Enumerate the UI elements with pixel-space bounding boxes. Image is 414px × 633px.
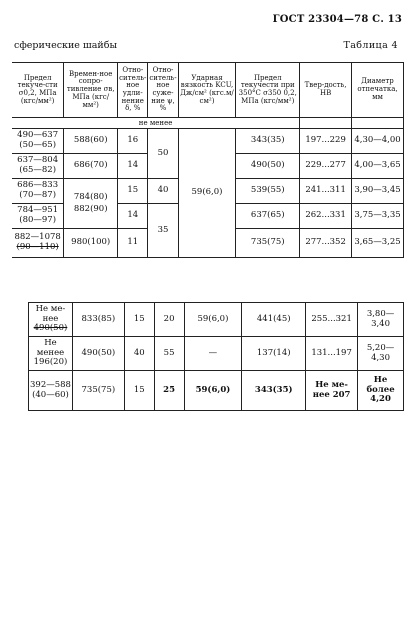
- header-diameter: Диаметр отпечатка, мм: [352, 63, 404, 118]
- header-yield-350: Предел текучести при 350°С σ350 0,2, МПа (кгс/мм²): [236, 63, 300, 118]
- header-tensile-strength: Времен-ное сопро-тивление σв, МПа (кгс/мм²): [64, 63, 118, 118]
- elongation-cell: 40: [124, 337, 154, 371]
- strength-cell: 686(70): [64, 154, 118, 179]
- yield-cell: 490—637 (50—65): [12, 129, 64, 154]
- strength-cell: 833(85): [72, 303, 124, 337]
- table-row: [12, 129, 404, 154]
- strength-cell: 784(80) 882(90): [64, 179, 118, 229]
- table-row: [29, 337, 404, 371]
- impact-cell: —: [184, 337, 242, 371]
- hardness-cell: 131...197: [306, 337, 358, 371]
- hardness-cell: 229...277: [300, 154, 352, 179]
- impact-cell: 59(6,0): [178, 129, 236, 258]
- yield350-cell: 490(50): [236, 154, 300, 179]
- elongation-cell: 14: [118, 154, 148, 179]
- table-number: Таблица 4: [343, 40, 398, 51]
- elongation-cell: 15: [124, 303, 154, 337]
- elongation-cell: 15: [124, 371, 154, 411]
- yield-cell: 784—951 (80—97): [12, 204, 64, 229]
- strength-cell: 490(50): [72, 337, 124, 371]
- contraction-cell: 55: [154, 337, 184, 371]
- hardness-cell: 197...229: [300, 129, 352, 154]
- hardness-cell: 255...321: [306, 303, 358, 337]
- impact-cell: 59(6,0): [184, 303, 242, 337]
- yield350-cell: 343(35): [236, 129, 300, 154]
- contraction-cell: 40: [148, 179, 178, 204]
- header-impact: Ударная вязкость KCU, Дж/см² (кгс.м/см²): [178, 63, 236, 118]
- contraction-cell: 20: [154, 303, 184, 337]
- header-contraction: Отно-ситель-ное суже-ние ψ, %: [148, 63, 178, 118]
- yield-cell: 392—588 (40—60): [29, 371, 73, 411]
- yield350-cell: 441(45): [242, 303, 306, 337]
- yield-cell: 637—804 (65—82): [12, 154, 64, 179]
- no-less-row: [12, 118, 404, 129]
- diameter-cell: Не более 4,20: [358, 371, 404, 411]
- yield-cell: Не менее 196(20): [29, 337, 73, 371]
- header-hardness: Твер-дость, НВ: [300, 63, 352, 118]
- diameter-cell: 3,90—3,45: [352, 179, 404, 204]
- yield-cell: Не ме- нее 490(50): [29, 303, 73, 337]
- header-elongation: Отно-ситель-ное удли-нение δ, %: [118, 63, 148, 118]
- hardness-cell: 262...331: [300, 204, 352, 229]
- diameter-cell: 5,20—4,30: [358, 337, 404, 371]
- diameter-cell: 3,80—3,40: [358, 303, 404, 337]
- yield350-cell: 539(55): [236, 179, 300, 204]
- elongation-cell: 14: [118, 204, 148, 229]
- table-row: [29, 371, 404, 411]
- strength-cell: 980(100): [64, 229, 118, 258]
- yield350-cell: 343(35): [242, 371, 306, 411]
- header-yield: Предел текуче-сти σ0,2, МПа (кгс/мм²): [12, 63, 64, 118]
- no-less-label: не менее: [12, 118, 300, 129]
- yield350-cell: 637(65): [236, 204, 300, 229]
- elongation-cell: 15: [118, 179, 148, 204]
- yield-cell: 686—833 (70—87): [12, 179, 64, 204]
- yield350-cell: 137(14): [242, 337, 306, 371]
- properties-table-lower: [28, 302, 404, 411]
- hardness-cell: Не ме- нее 207: [306, 371, 358, 411]
- header-row: [12, 63, 404, 118]
- elongation-cell: 11: [118, 229, 148, 258]
- diameter-cell: 4,30—4,00: [352, 129, 404, 154]
- contraction-cell: 50: [148, 129, 178, 179]
- yield-cell: 882—1078 (90—110): [12, 229, 64, 258]
- table-row: [29, 303, 404, 337]
- diameter-cell: 3,65—3,25: [352, 229, 404, 258]
- diameter-cell: 3,75—3,35: [352, 204, 404, 229]
- hardness-cell: 241...311: [300, 179, 352, 204]
- contraction-cell: 25: [154, 371, 184, 411]
- hardness-cell: 277...352: [300, 229, 352, 258]
- properties-table-upper: [12, 62, 404, 258]
- yield350-cell: 735(75): [236, 229, 300, 258]
- diameter-cell: 4,00—3,65: [352, 154, 404, 179]
- table-caption: сферические шайбы: [14, 40, 118, 51]
- impact-cell: 59(6,0): [184, 371, 242, 411]
- contraction-cell: 35: [148, 204, 178, 258]
- strength-cell: 588(60): [64, 129, 118, 154]
- strength-cell: 735(75): [72, 371, 124, 411]
- page-header: ГОСТ 23304—78 С. 13: [272, 14, 402, 25]
- elongation-cell: 16: [118, 129, 148, 154]
